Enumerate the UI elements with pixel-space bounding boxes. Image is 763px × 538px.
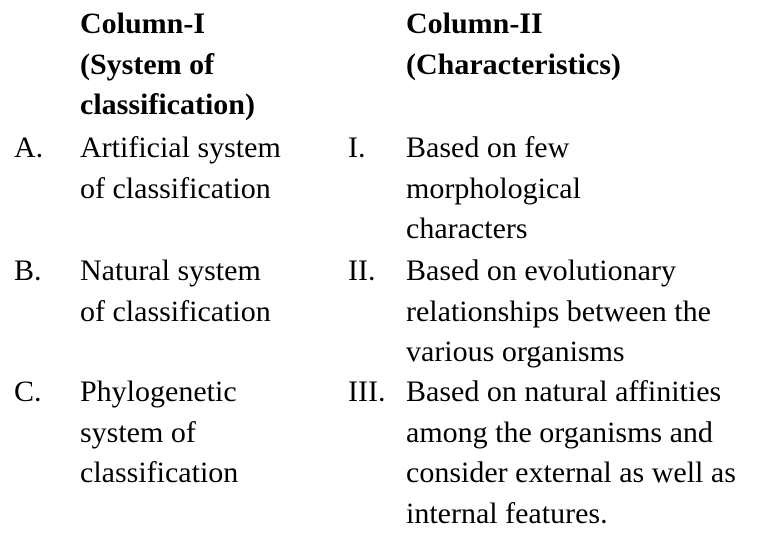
row-b-system: Natural system of classification — [80, 254, 271, 328]
row-b-letter: B. — [14, 254, 42, 287]
row-c-system: Phylogenetic system of classification — [80, 375, 239, 489]
column-1-header: Column-I (System of classification) — [80, 7, 255, 121]
row-c-characteristic: Based on natural affinities among the organisms and consider external as well as internal features. — [406, 375, 736, 530]
column-2-header: Column-II (Characteristics) — [406, 7, 621, 81]
row-c-numeral: III. — [348, 375, 386, 408]
row-a-system: Artificial system of classification — [80, 131, 281, 205]
row-c-letter: C. — [14, 375, 42, 408]
row-b-characteristic: Based on evolutionary relationships between the various organisms — [406, 254, 711, 368]
row-a-characteristic: Based on few morphological characters — [406, 131, 581, 245]
row-b-numeral: II. — [348, 254, 376, 287]
row-a-letter: A. — [14, 131, 44, 164]
row-a-numeral: I. — [348, 131, 366, 164]
